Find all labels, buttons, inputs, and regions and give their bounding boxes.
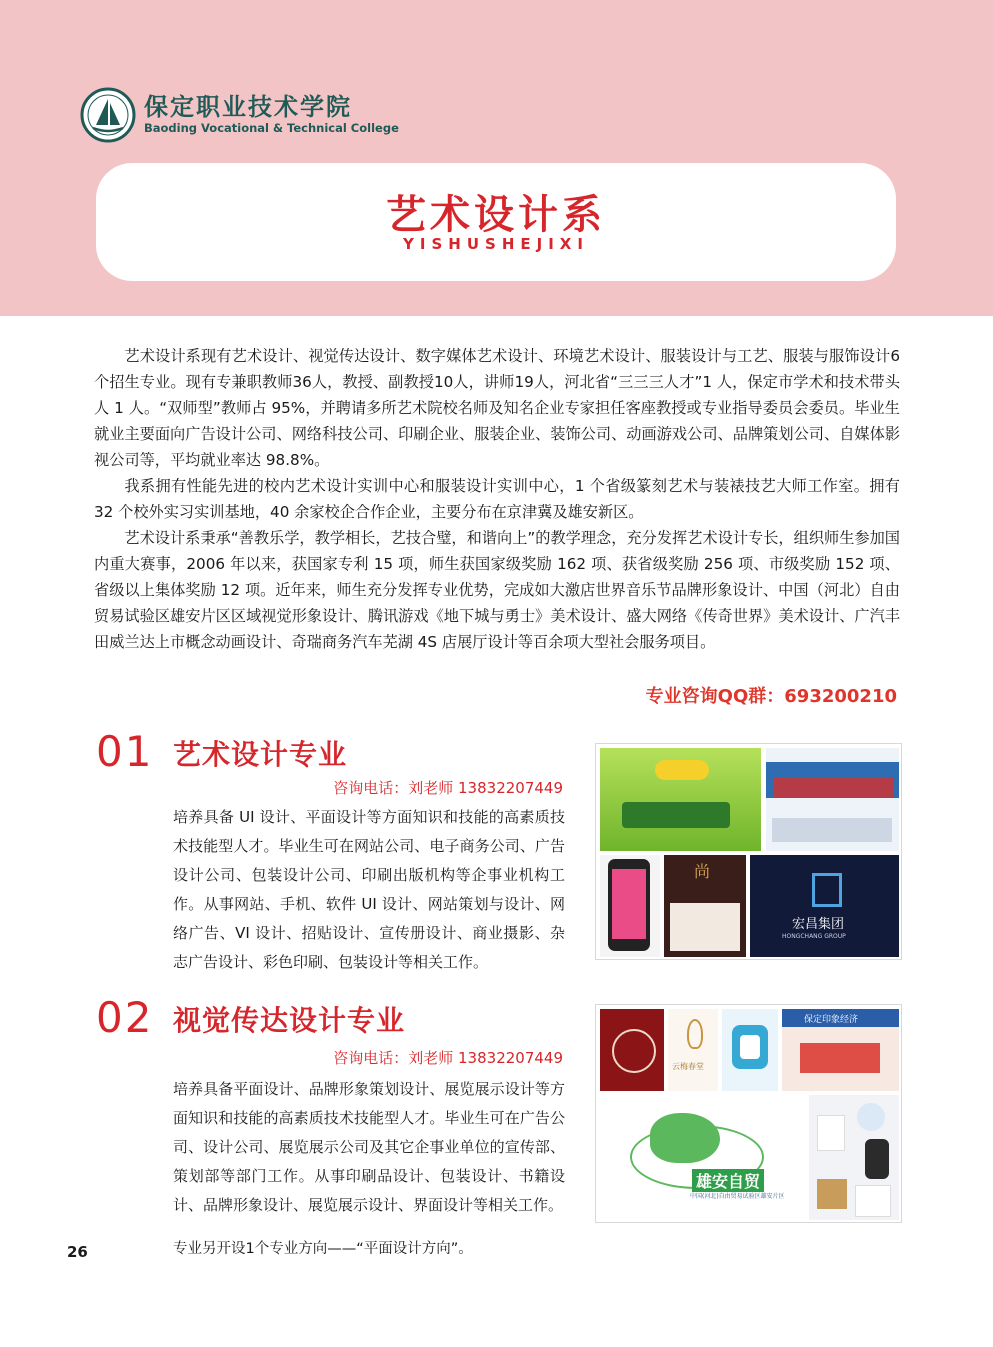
department-title-pinyin: YISHUSHEJIXI: [403, 235, 589, 253]
yunmei-brand-text: 云梅春堂: [672, 1062, 704, 1071]
college-emblem-icon: [80, 87, 136, 143]
section-contact: 咨询电话：刘老师 13832207449: [333, 779, 563, 797]
section-number: 02: [96, 993, 154, 1042]
intro-paragraph: 艺术设计系秉承“善教乐学，教学相长，艺技合璧，和谐向上”的教学理念，充分发挥艺术设计专长，组织师生参加国内重大赛事，2006 年以来，获国家专利 15 项，师生获国家级奖励 162 项、获省级奖励 256 项、市级奖励 152 项、省级以上集体奖励 12 项。近年来，师生充分发挥专业优势，完成如大激店世界音乐节品牌形象设计、中国（河北）自由贸易试验区雄安片区区域视觉形象设计、腾讯游戏《地下城与勇士》美术设计、盛大网络《传奇世界》美术设计、广汽丰田威兰达上市概念动画设计、奇瑞商务汽车芜湖 4S 店展厅设计等百余项大型社会服务项目。: [94, 529, 900, 651]
xiongan-logo-subtext: 中国(河北)自由贸易试验区雄安片区: [690, 1193, 785, 1200]
section-description: 培养具备平面设计、品牌形象策划设计、展览展示设计等方面知识和技能的高素质技术技能型人才。毕业生可在广告公司、设计公司、展览展示公司及其它企事业单位的宣传部、策划部等部门工作。从事印刷品设计、包装设计、书籍设计、品牌形象设计、展览展示设计、界面设计等相关工作。: [173, 1080, 565, 1214]
exhibition-poster-text: 保定印象经济: [804, 1015, 859, 1025]
section-title: 艺术设计专业: [173, 738, 348, 771]
section-number: 01: [96, 727, 154, 776]
cafe-brand-image: [664, 855, 746, 957]
department-introduction: [94, 343, 900, 655]
section-contact: 咨询电话：刘老师 13832207449: [333, 1049, 563, 1067]
xiongan-logo-text: 雄安自贸: [692, 1169, 764, 1192]
brand-mockup-image: [809, 1095, 899, 1220]
hongchang-logo-text: 宏昌集团: [792, 917, 845, 932]
children-poster-image: [600, 748, 761, 851]
header-band: [0, 0, 993, 316]
intro-paragraph: 我系拥有性能先进的校内艺术设计实训中心和服装设计实训中心，1 个省级篆刻艺术与装裱技艺大师工作室。拥有 32 个校外实习实训基地，40 余家校企合作企业，主要分布在京津冀及雄安新区。: [94, 477, 900, 521]
page-number: 26: [67, 1243, 88, 1261]
visual-design-works-collage: [595, 1004, 902, 1223]
intro-paragraph: 艺术设计系现有艺术设计、视觉传达设计、数字媒体艺术设计、环境艺术设计、服装设计与工艺、服装与服饰设计6个招生专业。现有专兼职教师36人，教授、副教授10人，讲师19人，河北省“三三三人才”1 人，保定市学术和技术带头人 1 人。“双师型”教师占 95%，并聘请多所艺术院校名师及知名企业专家担任客座教授或专业指导委员会委员。毕业生就业主要面向广告设计公司、网络科技公司、印刷企业、服装企业、装饰公司、动画游戏公司、品牌策划公司、自媒体影视公司等，平均就业率达 98.8%。: [94, 347, 900, 469]
seal-logo-image: [600, 1009, 664, 1091]
section-note: 专业另开设1个专业方向——“平面设计方向”。: [173, 1241, 473, 1257]
art-design-works-collage: [595, 743, 902, 960]
papercut-poster-image: [722, 1009, 778, 1091]
section-title: 视觉传达设计专业: [173, 1004, 406, 1037]
mobile-ui-image: [600, 855, 660, 957]
section-description: 培养具备 UI 设计、平面设计等方面知识和技能的高素质技术技能型人才。毕业生可在网站公司、电子商务公司、广告设计公司、包装设计公司、印刷出版机构等企事业机构工作。从事网站、手机、软件 UI 设计、网站策划与设计、网络广告、VI 设计、招贴设计、宣传册设计、商业摄影、杂志广告设计、彩色印刷、包装设计等相关工作。: [173, 808, 565, 971]
qq-group-contact: 专业咨询QQ群：693200210: [645, 686, 897, 707]
hongchang-logo-en: HONGCHANG GROUP: [782, 933, 846, 940]
department-title-card: [96, 163, 896, 281]
exhibition-poster-image: [782, 1009, 899, 1091]
department-title: 艺术设计系: [386, 192, 606, 238]
college-name-cn: 保定职业技术学院: [144, 92, 352, 121]
college-logo: [80, 85, 399, 145]
hongchang-group-logo-image: [750, 855, 899, 957]
xiongan-ftz-logo-image: [600, 1095, 805, 1220]
cafe-logo-char: 尚: [694, 862, 711, 881]
website-design-image: [766, 748, 899, 851]
yunmei-brand-image: [668, 1009, 718, 1091]
college-name-en: Baoding Vocational & Technical College: [144, 121, 399, 135]
